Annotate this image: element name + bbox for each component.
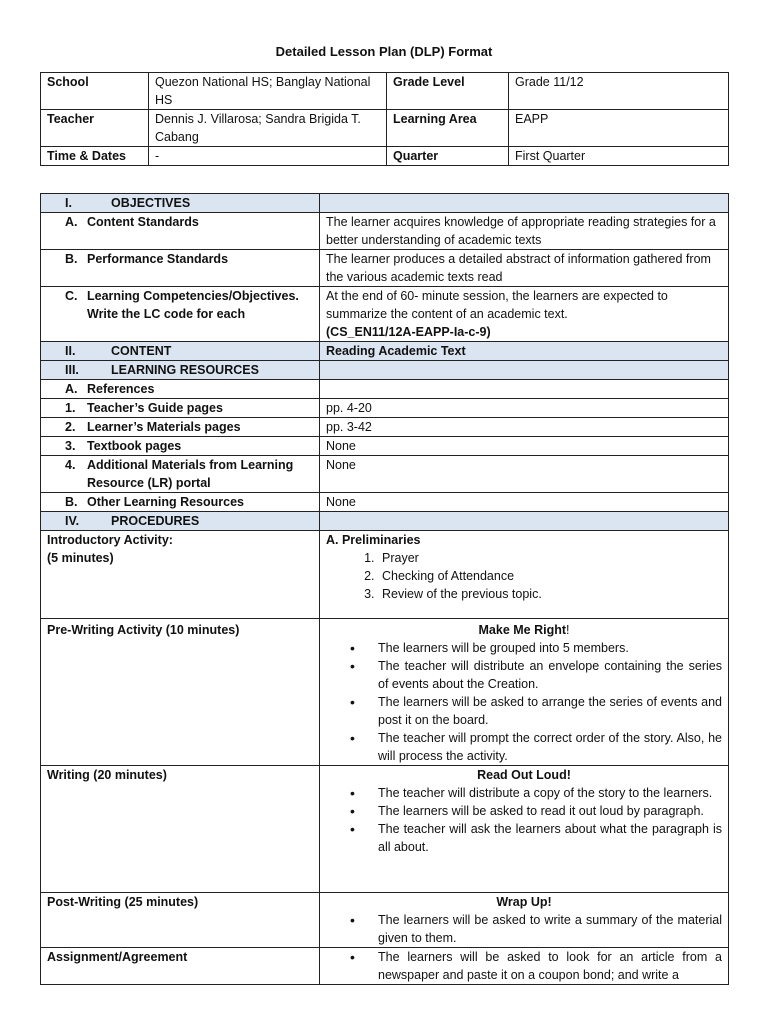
procedures-label: PROCEDURES [111, 514, 200, 528]
list-item: • The teacher will prompt the correct order of the story. Also, he will process the activity. [378, 729, 722, 765]
content-label: CONTENT [111, 344, 172, 358]
prewriting-heading-bold: Make Me Right [478, 623, 567, 637]
procedures-row [41, 512, 729, 531]
plan-table [40, 193, 729, 985]
intro-time: (5 minutes) [47, 551, 114, 565]
postwriting-row [41, 893, 729, 948]
performance-standards-num: B. [65, 252, 78, 266]
quarter-value: First Quarter [509, 147, 729, 166]
lm-pages-num: 2. [65, 420, 76, 434]
intro-label: Introductory Activity: [47, 533, 173, 547]
writing-heading: Read Out Loud! [477, 768, 571, 782]
content-row [41, 342, 729, 361]
prewriting-row [41, 619, 729, 766]
objectives-row [41, 194, 729, 213]
textbook-pages-row [41, 437, 729, 456]
procedures-num: IV. [65, 514, 80, 528]
resources-num: III. [65, 363, 79, 377]
intro-row [41, 531, 729, 619]
intro-list [326, 549, 722, 603]
writing-row [41, 766, 729, 893]
tg-pages-value: pp. 4-20 [320, 399, 729, 418]
list-item: • The learners will be asked to arrange the series of events and post it on the board. [378, 693, 722, 729]
postwriting-list [326, 911, 722, 947]
list-item: 2. Checking of Attendance [378, 567, 722, 585]
time-value: - [149, 147, 387, 166]
page-title: Detailed Lesson Plan (DLP) Format [275, 44, 493, 59]
references-row [41, 380, 729, 399]
list-item: • The learners will be asked to write a summary of the material given to them. [378, 911, 722, 947]
intro-heading: A. Preliminaries [326, 533, 421, 547]
other-resources-row [41, 493, 729, 512]
writing-list [326, 784, 722, 856]
additional-value: None [320, 456, 729, 493]
list-item: • The teacher will ask the learners about what the paragraph is all about. [378, 820, 722, 856]
postwriting-label: Post-Writing (25 minutes) [41, 893, 320, 948]
competencies-row [41, 287, 729, 342]
assignment-row [41, 948, 729, 985]
lm-pages-row [41, 418, 729, 437]
other-label: Other Learning Resources [87, 495, 244, 509]
list-item: • The learners will be asked to look for an article from a newspaper and paste it on a coupon bond; and write a [378, 948, 722, 984]
competencies-value: At the end of 60- minute session, the learners are expected to summarize the content of an academic text. [326, 289, 668, 321]
textbook-pages-value: None [320, 437, 729, 456]
quarter-label: Quarter [387, 147, 509, 166]
area-value: EAPP [509, 110, 729, 147]
content-standards-num: A. [65, 215, 78, 229]
content-standards-row [41, 213, 729, 250]
additional-num: 4. [65, 458, 76, 472]
other-value: None [320, 493, 729, 512]
other-num: B. [65, 495, 78, 509]
content-num: II. [65, 344, 76, 358]
header-row-time [41, 147, 729, 166]
teacher-value: Dennis J. Villarosa; Sandra Brigida T. Cabang [149, 110, 387, 147]
grade-label: Grade Level [387, 73, 509, 110]
list-item: 3. Review of the previous topic. [378, 585, 722, 603]
list-item: • The learners will be grouped into 5 members. [378, 639, 722, 657]
performance-standards-row [41, 250, 729, 287]
time-label: Time & Dates [41, 147, 149, 166]
tg-pages-label: Teacher’s Guide pages [87, 401, 223, 415]
prewriting-heading-tail: ! [566, 623, 570, 637]
resources-label: LEARNING RESOURCES [111, 363, 259, 377]
header-row-teacher [41, 110, 729, 147]
content-standards-label: Content Standards [87, 215, 199, 229]
objectives-num: I. [65, 196, 72, 210]
prewriting-label: Pre-Writing Activity (10 minutes) [41, 619, 320, 766]
additional-materials-row [41, 456, 729, 493]
competencies-label: Learning Competencies/Objectives. Write the LC code for each [87, 289, 299, 321]
resources-row [41, 361, 729, 380]
writing-label: Writing (20 minutes) [41, 766, 320, 893]
list-item: 1. Prayer [378, 549, 722, 567]
postwriting-heading: Wrap Up! [496, 895, 552, 909]
list-item: • The teacher will distribute a copy of the story to the learners. [378, 784, 722, 802]
header-row-school [41, 73, 729, 110]
grade-value: Grade 11/12 [509, 73, 729, 110]
list-item: • The learners will be asked to read it out loud by paragraph. [378, 802, 722, 820]
objectives-label: OBJECTIVES [111, 196, 191, 210]
school-value: Quezon National HS; Banglay National HS [149, 73, 387, 110]
prewriting-heading [326, 621, 722, 639]
header-table [40, 72, 729, 166]
assignment-list [326, 948, 722, 984]
tg-pages-num: 1. [65, 401, 76, 415]
list-item: • The teacher will distribute an envelope containing the series of events about the Creation. [378, 657, 722, 693]
content-value: Reading Academic Text [320, 342, 729, 361]
tg-pages-row [41, 399, 729, 418]
textbook-pages-label: Textbook pages [87, 439, 182, 453]
lm-pages-value: pp. 3-42 [320, 418, 729, 437]
competencies-num: C. [65, 289, 78, 303]
lm-pages-label: Learner’s Materials pages [87, 420, 241, 434]
performance-standards-value: The learner produces a detailed abstract of information gathered from the various academic texts read [320, 250, 729, 287]
additional-label: Additional Materials from Learning Resource (LR) portal [87, 458, 294, 490]
references-label: References [87, 382, 155, 396]
references-num: A. [65, 382, 78, 396]
content-standards-value: The learner acquires knowledge of appropriate reading strategies for a better understanding of academic texts [320, 213, 729, 250]
performance-standards-label: Performance Standards [87, 252, 229, 266]
textbook-pages-num: 3. [65, 439, 76, 453]
competencies-code: (CS_EN11/12A-EAPP-Ia-c-9) [326, 325, 491, 339]
teacher-label: Teacher [41, 110, 149, 147]
school-label: School [41, 73, 149, 110]
prewriting-list [326, 639, 722, 765]
assignment-label: Assignment/Agreement [41, 948, 320, 985]
area-label: Learning Area [387, 110, 509, 147]
